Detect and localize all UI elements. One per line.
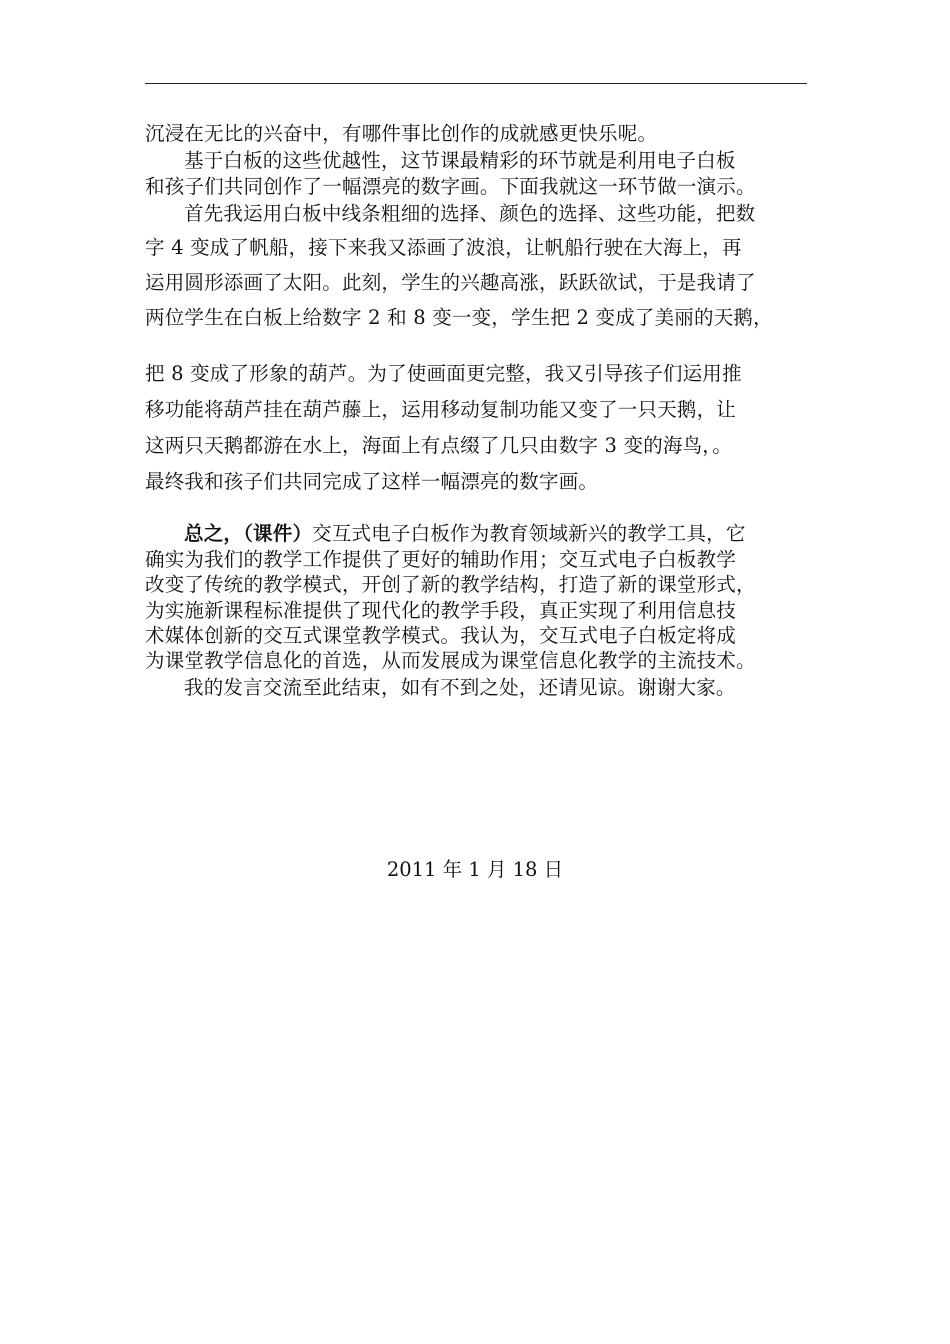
bold-lead: 总之，（课件） — [184, 522, 313, 545]
paragraph-line: 改变了传统的教学模式，开创了新的教学结构，打造了新的课堂形式， — [145, 573, 756, 596]
paragraph-line: 术媒体创新的交互式课堂教学模式。我认为，交互式电子白板定将成 — [145, 624, 737, 647]
paragraph-line: 和孩子们共同创作了一幅漂亮的数字画。下面我就这一环节做一演示。 — [145, 175, 756, 198]
paragraph-line: 沉浸在无比的兴奋中，有哪件事比创作的成就感更快乐呢。 — [145, 122, 658, 145]
paragraph-line: 两位学生在白板上给数字 2 和 8 变一变，学生把 2 变成了美丽的天鹅， — [145, 306, 773, 329]
paragraph-line: 我的发言交流至此结束，如有不到之处，还请见谅。谢谢大家。 — [184, 676, 736, 699]
line-text: 交互式电子白板作为教育领域新兴的教学工具，它 — [312, 522, 746, 545]
paragraph-line — [184, 522, 854, 546]
paragraph-line: 字 4 变成了帆船，接下来我又添画了波浪，让帆船行驶在大海上，再 — [145, 236, 742, 259]
document-date: 2011 年 1 月 18 日 — [386, 858, 564, 881]
paragraph-line: 首先我运用白板中线条粗细的选择、颜色的选择、这些功能，把数 — [184, 202, 756, 225]
paragraph-line: 最终我和孩子们共同完成了这样一幅漂亮的数字画。 — [145, 470, 599, 493]
paragraph-line: 运用圆形添画了太阳。此刻，学生的兴趣高涨，跃跃欲试，于是我请了 — [145, 271, 756, 294]
paragraph-line: 确实为我们的教学工作提供了更好的辅助作用；交互式电子白板教学 — [145, 548, 737, 571]
paragraph-line: 这两只天鹅都游在水上，海面上有点缀了几只由数字 3 变的海鸟，。 — [145, 434, 732, 457]
header-rule — [145, 83, 807, 84]
paragraph-line: 基于白板的这些优越性，这节课最精彩的环节就是利用电子白板 — [184, 149, 736, 172]
paragraph-line: 把 8 变成了形象的葫芦。为了使画面更完整，我又引导孩子们运用推 — [145, 362, 742, 385]
paragraph-line: 为实施新课程标准提供了现代化的教学手段，真正实现了利用信息技 — [145, 599, 737, 622]
paragraph-line: 为课堂教学信息化的首选，从而发展成为课堂信息化教学的主流技术。 — [145, 649, 756, 672]
paragraph-line: 移功能将葫芦挂在葫芦藤上，运用移动复制功能又变了一只天鹅，让 — [145, 398, 737, 421]
